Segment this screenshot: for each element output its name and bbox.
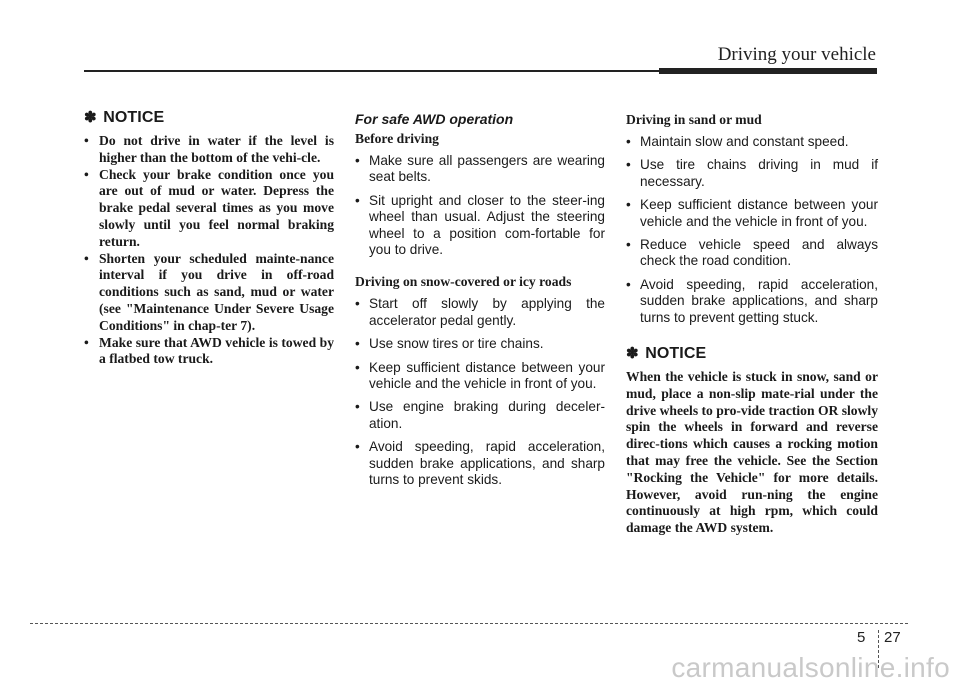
list-item: • Reduce vehicle speed and always check the road condition. (626, 237, 878, 270)
list-item: • Use snow tires or tire chains. (355, 336, 605, 352)
list-item: • Keep sufficient distance between your vehicle and the vehicle in front of you. (626, 197, 878, 230)
list-item: • Use tire chains driving in mud if necessary. (626, 157, 878, 190)
page-number: 27 (884, 629, 901, 646)
sand-mud-title: Driving in sand or mud (626, 112, 762, 127)
sand-mud-list (626, 134, 878, 326)
header-rule-accent (659, 68, 877, 74)
list-item: • Use engine braking during deceler-ation. (355, 399, 605, 432)
page-header-title: Driving your vehicle (717, 44, 876, 65)
left-column (84, 108, 334, 368)
snow-driving-title: Driving on snow-covered or icy roads (355, 274, 572, 290)
right-column (626, 108, 878, 537)
list-item: • Check your brake condition once you are out of mud or water. Depress the brake pedal several times as you move slowly until you feel normal braking return. (84, 167, 334, 251)
notice-star-icon: ✽ (84, 109, 97, 126)
list-item: • Start off slowly by applying the accelerator pedal gently. (355, 296, 605, 329)
section-title: For safe AWD operation (355, 111, 514, 127)
stuck-notice (626, 344, 878, 537)
list-item: • Make sure all passengers are wearing seat belts. (355, 153, 605, 186)
notice-text: When the vehicle is stuck in snow, sand or mud, place a non-slip mate-rial under the drive wheels to pro-vide traction OR slowly spin the wheels in forward and reverse direc-tions which causes a rocking motion that may free the vehicle. See the Section "Rocking the Vehicle" for more details. However, avoid run-ning the engine continuously at high rpm, which could damage the AWD system. (626, 369, 878, 536)
list-item: • Avoid speeding, rapid acceleration, sudden brake applications, and sharp turns to prevent skids. (355, 439, 605, 488)
watermark: carmanualsonline.info (671, 652, 950, 683)
before-driving-list (355, 153, 605, 258)
notice-label: NOTICE (645, 345, 707, 363)
list-item: • Shorten your scheduled mainte-nance interval if you drive in off-road conditions such as sand, mud or water (see "Maintenance Under Severe Usage Conditions" in chap-ter 7). (84, 251, 334, 335)
notice-list (84, 133, 334, 368)
notice-star-icon: ✽ (626, 345, 639, 363)
list-item: • Do not drive in water if the level is higher than the bottom of the vehi-cle. (84, 133, 334, 167)
list-item: • Maintain slow and constant speed. (626, 134, 878, 150)
list-item: • Sit upright and closer to the steer-ing wheel than usual. Adjust the steering wheel to a position com-fortable for you to drive. (355, 193, 605, 259)
list-item: • Make sure that AWD vehicle is towed by a flatbed tow truck. (84, 335, 334, 369)
list-item: • Avoid speeding, rapid acceleration, sudden brake applications, and sharp turns to prevent getting stuck. (626, 277, 878, 326)
header-rule (84, 70, 659, 72)
notice-label: NOTICE (103, 109, 165, 126)
chapter-number: 5 (857, 629, 866, 646)
snow-driving-list (355, 296, 605, 488)
notice-heading (84, 108, 334, 127)
before-driving-title: Before driving (355, 131, 439, 146)
notice-heading (626, 344, 878, 363)
list-item: • Keep sufficient distance between your vehicle and the vehicle in front of you. (355, 360, 605, 393)
footer-rule (30, 623, 908, 624)
middle-column (355, 108, 605, 496)
